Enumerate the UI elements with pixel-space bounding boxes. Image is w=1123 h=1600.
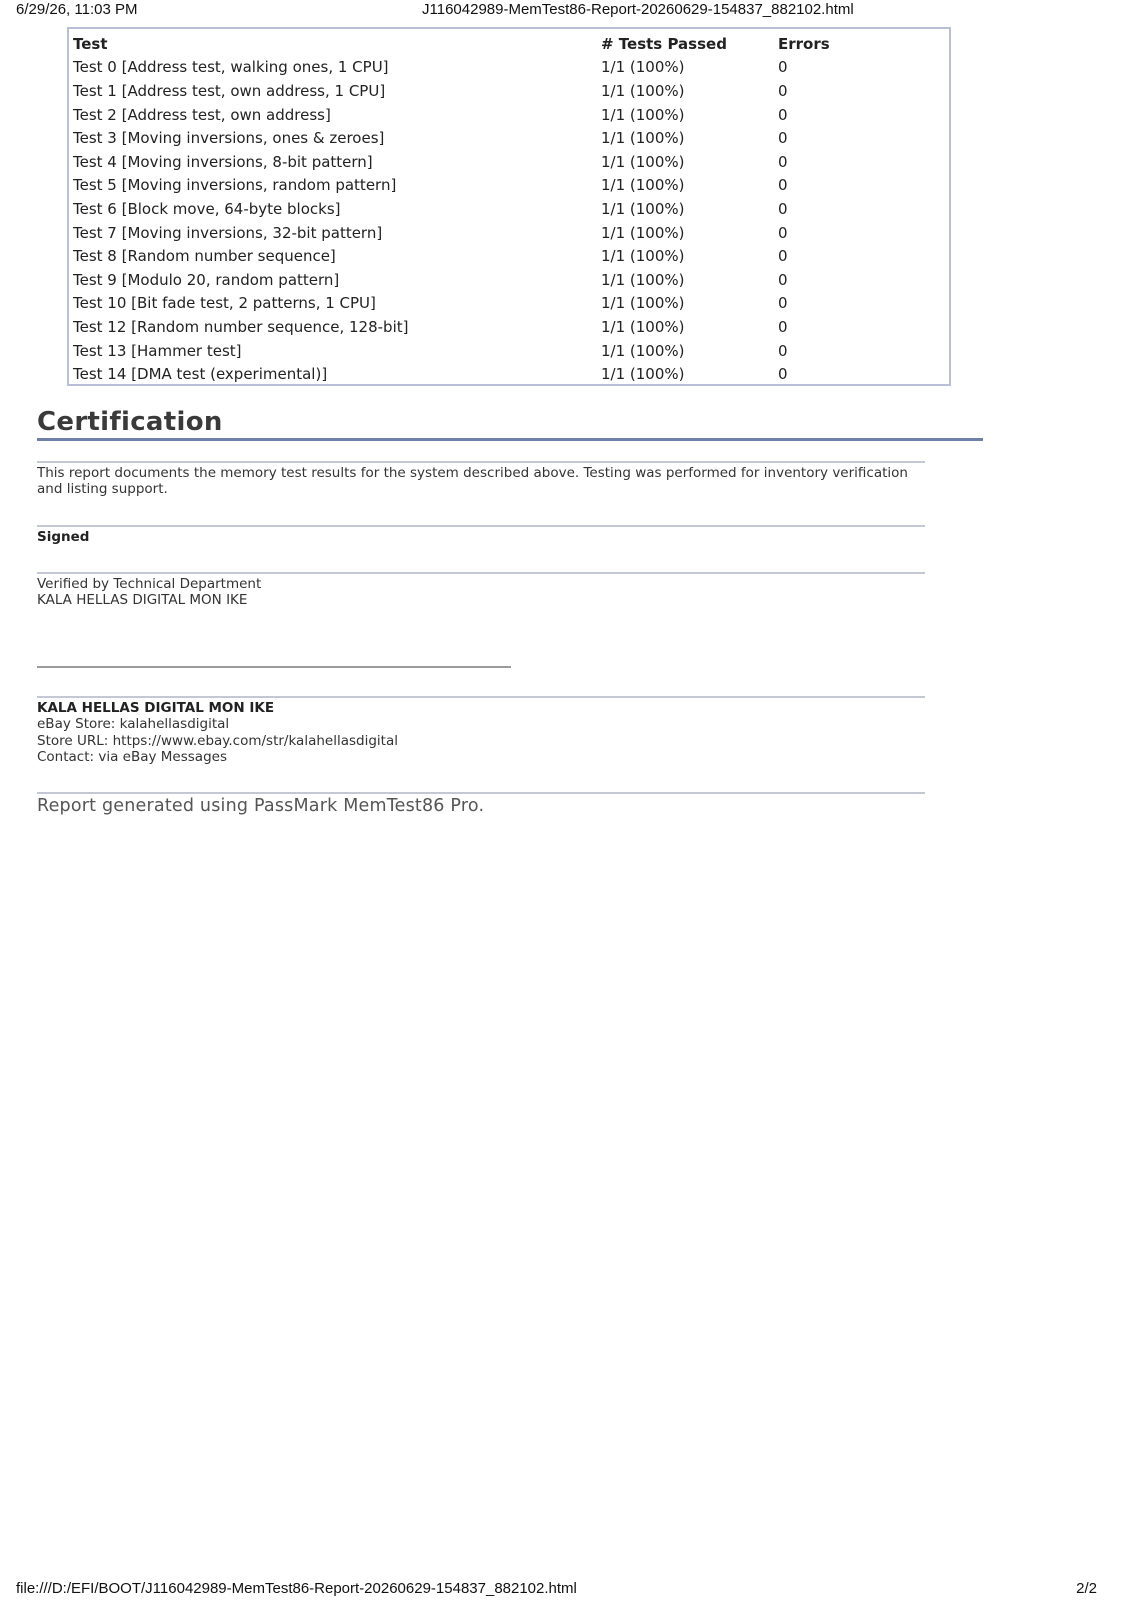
errors-cell: 0 (778, 341, 788, 360)
errors-cell: 0 (778, 58, 788, 77)
tests-passed-cell: 1/1 (100%) (601, 81, 685, 100)
tests-passed-cell: 1/1 (100%) (601, 365, 685, 384)
test-name-cell: Test 4 [Moving inversions, 8-bit pattern] (73, 152, 373, 171)
certification-heading: Certification (37, 407, 223, 437)
errors-cell: 0 (778, 247, 788, 266)
test-results-panel (67, 27, 951, 386)
signature-line (37, 666, 511, 668)
table-row (73, 362, 949, 386)
tests-passed-cell: 1/1 (100%) (601, 105, 685, 124)
tests-passed-cell: 1/1 (100%) (601, 247, 685, 266)
table-header-row (73, 32, 949, 56)
table-row (73, 221, 949, 245)
divider (37, 572, 925, 574)
errors-cell: 0 (778, 81, 788, 100)
table-row (73, 339, 949, 363)
tests-passed-cell: 1/1 (100%) (601, 270, 685, 289)
store-url-line: Store URL: https://www.ebay.com/str/kalahellasdigital (37, 732, 398, 749)
test-name-cell: Test 0 [Address test, walking ones, 1 CPU] (73, 58, 389, 77)
table-row (73, 268, 949, 292)
generated-note: Report generated using PassMark MemTest86 Pro. (37, 796, 485, 816)
test-name-cell: Test 2 [Address test, own address] (73, 105, 331, 124)
test-name-cell: Test 14 [DMA test (experimental)] (73, 365, 328, 384)
errors-cell: 0 (778, 152, 788, 171)
test-name-cell: Test 3 [Moving inversions, ones & zeroes] (73, 129, 385, 148)
table-row (73, 315, 949, 339)
table-row (73, 56, 949, 80)
test-name-cell: Test 8 [Random number sequence] (73, 247, 336, 266)
divider (37, 525, 925, 527)
tests-passed-cell: 1/1 (100%) (601, 341, 685, 360)
test-name-cell: Test 1 [Address test, own address, 1 CPU] (73, 81, 386, 100)
certification-heading-rule (37, 438, 983, 441)
test-name-cell: Test 7 [Moving inversions, 32-bit pattern] (73, 223, 383, 242)
divider (37, 696, 925, 698)
divider (37, 792, 925, 794)
tests-passed-cell: 1/1 (100%) (601, 317, 685, 336)
table-row (73, 150, 949, 174)
test-name-cell: Test 13 [Hammer test] (73, 341, 242, 360)
errors-cell: 0 (778, 365, 788, 384)
verified-by-block (37, 576, 261, 608)
errors-cell: 0 (778, 105, 788, 124)
tests-passed-cell: 1/1 (100%) (601, 129, 685, 148)
certification-text: This report documents the memory test results for the system described above. Testing was performed for inventory verification and listing support. (37, 465, 908, 497)
table-row (73, 103, 949, 127)
tests-passed-cell: 1/1 (100%) (601, 58, 685, 77)
errors-cell: 0 (778, 176, 788, 195)
signed-label: Signed (37, 529, 90, 545)
tests-passed-cell: 1/1 (100%) (601, 294, 685, 313)
table-row (73, 197, 949, 221)
tests-passed-cell: 1/1 (100%) (601, 176, 685, 195)
column-header-errors: Errors (778, 34, 830, 53)
test-name-cell: Test 12 [Random number sequence, 128-bit] (73, 317, 409, 336)
test-name-cell: Test 9 [Modulo 20, random pattern] (73, 270, 340, 289)
test-results-table (73, 32, 949, 386)
errors-cell: 0 (778, 199, 788, 218)
tests-passed-cell: 1/1 (100%) (601, 199, 685, 218)
errors-cell: 0 (778, 270, 788, 289)
errors-cell: 0 (778, 294, 788, 313)
print-file-url: file:///D:/EFI/BOOT/J116042989-MemTest86-Report-20260629-154837_882102.html (16, 1580, 577, 1597)
table-row (73, 244, 949, 268)
print-header (0, 0, 1123, 20)
test-name-cell: Test 10 [Bit fade test, 2 patterns, 1 CPU] (73, 294, 376, 313)
contact-line: Contact: via eBay Messages (37, 748, 227, 765)
verified-company-line: KALA HELLAS DIGITAL MON IKE (37, 592, 248, 608)
column-header-test: Test (73, 34, 108, 53)
table-row (73, 174, 949, 198)
print-page-number: 2/2 (1076, 1580, 1097, 1597)
table-row (73, 126, 949, 150)
errors-cell: 0 (778, 317, 788, 336)
table-row (73, 292, 949, 316)
print-datetime: 6/29/26, 11:03 PM (16, 1, 138, 18)
test-name-cell: Test 6 [Block move, 64-byte blocks] (73, 199, 341, 218)
errors-cell: 0 (778, 223, 788, 242)
ebay-store-line: eBay Store: kalahellasdigital (37, 716, 230, 733)
print-document-title: J116042989-MemTest86-Report-20260629-154837_882102.html (422, 1, 854, 18)
tests-passed-cell: 1/1 (100%) (601, 223, 685, 242)
company-info-block (37, 700, 398, 765)
test-name-cell: Test 5 [Moving inversions, random pattern] (73, 176, 397, 195)
divider (37, 461, 925, 463)
errors-cell: 0 (778, 129, 788, 148)
tests-passed-cell: 1/1 (100%) (601, 152, 685, 171)
column-header-tests-passed: # Tests Passed (601, 34, 727, 53)
company-name: KALA HELLAS DIGITAL MON IKE (37, 700, 275, 716)
verified-by-line: Verified by Technical Department (37, 576, 262, 592)
table-row (73, 79, 949, 103)
